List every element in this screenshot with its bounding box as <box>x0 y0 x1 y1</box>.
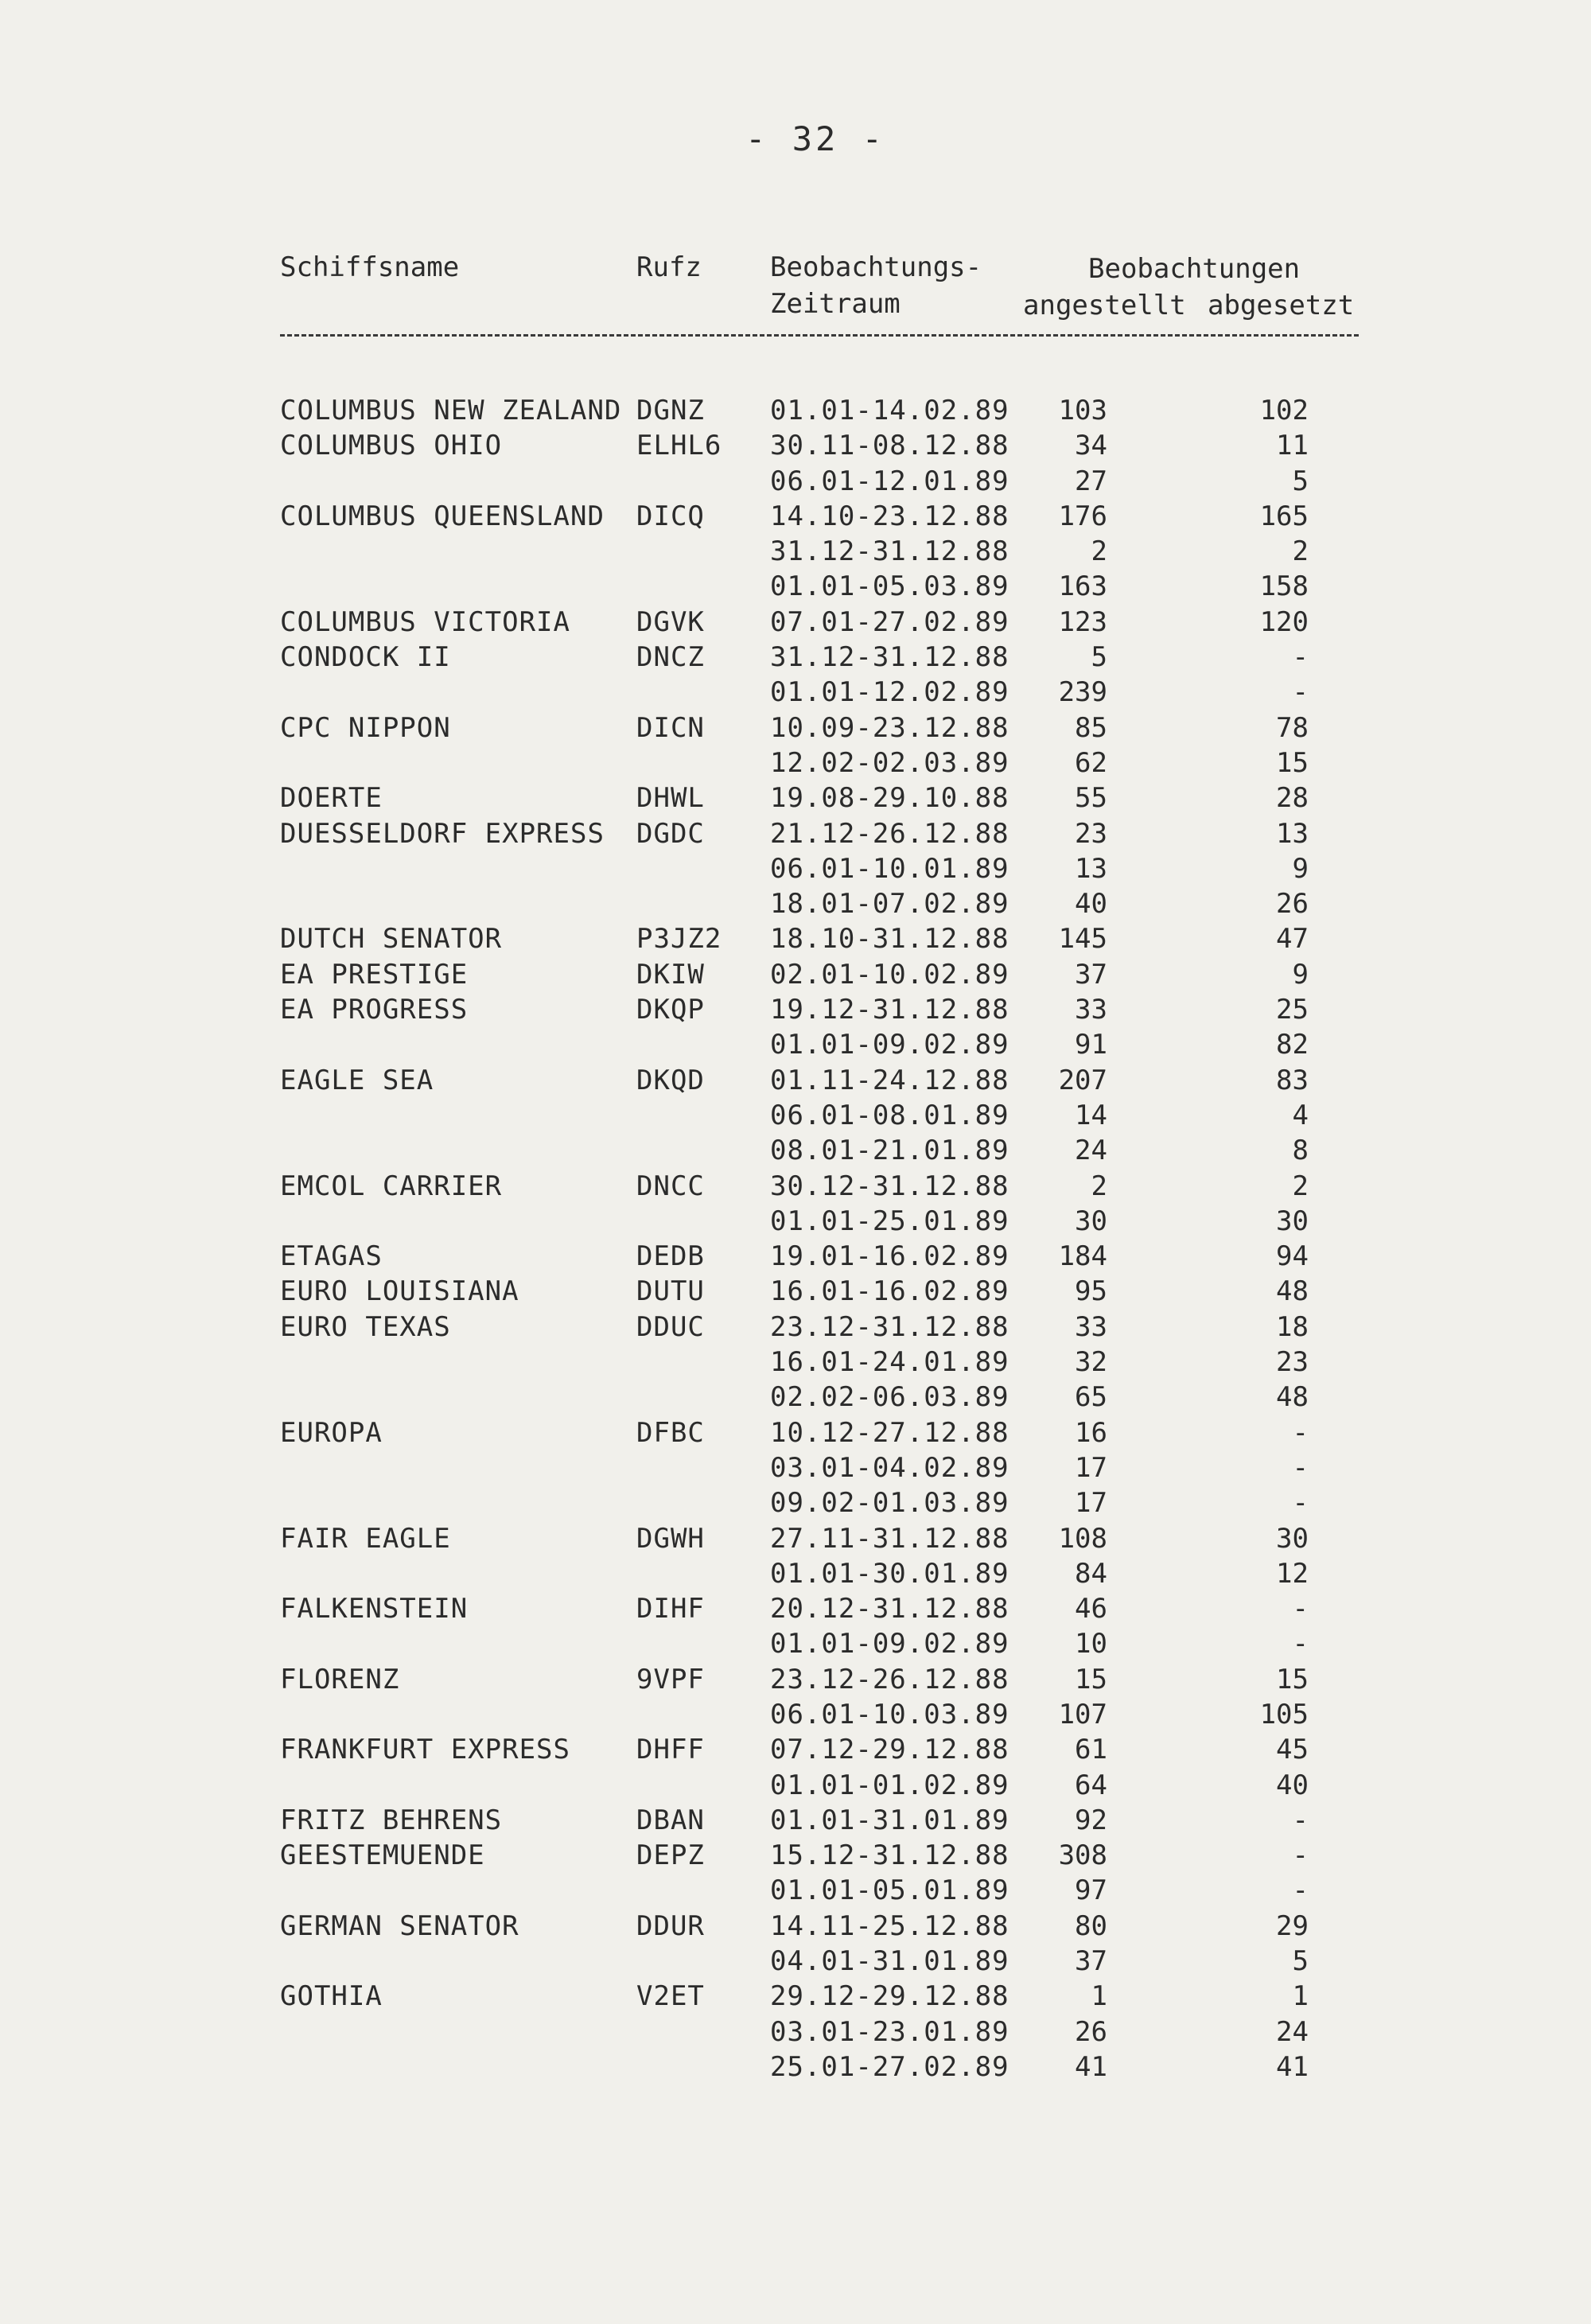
call-sign: V2ET <box>636 1980 705 2013</box>
observation-period: 02.01-10.02.89 <box>770 958 1009 991</box>
observation-period: 01.01-30.01.89 <box>770 1557 1009 1590</box>
observations-sent: 82 <box>1276 1029 1309 1061</box>
observations-made: 55 <box>1075 782 1107 815</box>
observations-made: 17 <box>1075 1487 1107 1520</box>
observations-sent: 15 <box>1276 1663 1309 1695</box>
observations-sent: 25 <box>1276 994 1309 1026</box>
observations-made: 37 <box>1075 1945 1107 1978</box>
ship-name: GOTHIA <box>280 1980 383 2013</box>
table-row <box>0 675 1591 710</box>
ship-name: EURO TEXAS <box>280 1310 451 1343</box>
table-row <box>0 1697 1591 1732</box>
observations-sent: - <box>1292 1487 1309 1520</box>
page-number: - 32 - <box>745 119 885 158</box>
observations-made: 308 <box>1058 1839 1107 1872</box>
call-sign: DGWH <box>636 1522 705 1555</box>
table-row <box>0 1803 1591 1838</box>
ship-name: COLUMBUS NEW ZEALAND <box>280 395 622 426</box>
observation-period: 07.01-27.02.89 <box>770 605 1009 638</box>
observations-made: 13 <box>1075 852 1107 885</box>
header-period-line2: Zeitraum <box>770 288 901 320</box>
observation-period: 21.12-26.12.88 <box>770 817 1009 850</box>
table-row <box>0 1415 1591 1450</box>
observations-sent: - <box>1292 1804 1309 1836</box>
observation-period: 01.01-12.02.89 <box>770 676 1009 709</box>
observations-sent: 102 <box>1259 395 1309 426</box>
observations-sent: 18 <box>1276 1310 1309 1343</box>
observations-sent: 29 <box>1276 1909 1309 1942</box>
table-row <box>0 1979 1591 2014</box>
observation-period: 20.12-31.12.88 <box>770 1593 1009 1625</box>
observations-sent: 9 <box>1292 958 1309 991</box>
table-row <box>0 1909 1591 1944</box>
observation-period: 29.12-29.12.88 <box>770 1980 1009 2013</box>
ship-name: CPC NIPPON <box>280 711 451 744</box>
ship-name: DUTCH SENATOR <box>280 923 503 956</box>
observations-sent: 8 <box>1292 1135 1309 1167</box>
call-sign: 9VPF <box>636 1663 705 1695</box>
observations-made: 65 <box>1075 1381 1107 1414</box>
observations-sent: - <box>1292 641 1309 674</box>
table-row <box>0 1063 1591 1098</box>
table-row <box>0 1768 1591 1803</box>
observation-period: 25.01-27.02.89 <box>770 2050 1009 2083</box>
observations-made: 207 <box>1058 1064 1107 1096</box>
call-sign: DGNZ <box>636 395 705 426</box>
observations-sent: 24 <box>1276 2015 1309 2048</box>
observations-made: 1 <box>1091 1980 1107 2013</box>
observation-period: 01.01-09.02.89 <box>770 1029 1009 1061</box>
table-row <box>0 921 1591 956</box>
observations-sent: 2 <box>1292 1170 1309 1202</box>
table-row <box>0 2050 1591 2085</box>
table-row <box>0 393 1591 428</box>
ship-name: DOERTE <box>280 782 383 815</box>
observations-made: 145 <box>1058 923 1107 956</box>
observation-period: 10.09-23.12.88 <box>770 711 1009 744</box>
table-row <box>0 1169 1591 1204</box>
observation-period: 01.01-31.01.89 <box>770 1804 1009 1836</box>
observations-sent: 48 <box>1276 1275 1309 1308</box>
observations-made: 16 <box>1075 1416 1107 1449</box>
observation-period: 06.01-12.01.89 <box>770 465 1009 497</box>
observations-made: 80 <box>1075 1909 1107 1942</box>
observations-made: 17 <box>1075 1451 1107 1484</box>
observations-sent: 15 <box>1276 746 1309 779</box>
table-row <box>0 710 1591 745</box>
observations-made: 176 <box>1058 500 1107 532</box>
table-row <box>0 781 1591 816</box>
observations-sent: 94 <box>1276 1240 1309 1273</box>
observations-sent: - <box>1292 1593 1309 1625</box>
table-row <box>0 1944 1591 1979</box>
observations-sent: - <box>1292 1451 1309 1484</box>
header-obs-sent: abgesetzt <box>1208 290 1355 321</box>
call-sign: DNCZ <box>636 641 705 674</box>
call-sign: DEDB <box>636 1240 705 1273</box>
call-sign: DEPZ <box>636 1839 705 1872</box>
observations-sent: 30 <box>1276 1205 1309 1237</box>
observations-sent: 30 <box>1276 1522 1309 1555</box>
observations-made: 26 <box>1075 2015 1107 2048</box>
observations-sent: 28 <box>1276 782 1309 815</box>
observations-made: 2 <box>1091 535 1107 568</box>
table-row <box>0 1310 1591 1345</box>
observations-sent: 158 <box>1259 570 1309 603</box>
observations-sent: 1 <box>1292 1980 1309 2013</box>
observation-period: 18.01-07.02.89 <box>770 888 1009 921</box>
observation-period: 08.01-21.01.89 <box>770 1135 1009 1167</box>
ship-name: EA PRESTIGE <box>280 958 469 991</box>
table-row <box>0 1732 1591 1767</box>
call-sign: DICQ <box>636 500 705 532</box>
call-sign: DDUC <box>636 1310 705 1343</box>
observation-period: 02.02-06.03.89 <box>770 1381 1009 1414</box>
observation-period: 30.11-08.12.88 <box>770 430 1009 462</box>
ship-name: GERMAN SENATOR <box>280 1909 519 1942</box>
header-divider <box>280 334 1359 337</box>
header-ship-name: Schiffsname <box>280 251 460 283</box>
ship-name: EAGLE SEA <box>280 1064 434 1096</box>
observation-period: 01.11-24.12.88 <box>770 1064 1009 1096</box>
ship-name: COLUMBUS OHIO <box>280 430 503 462</box>
table-row <box>0 1838 1591 1873</box>
header-period-line1: Beobachtungs- <box>770 251 982 283</box>
observations-made: 163 <box>1058 570 1107 603</box>
call-sign: DIHF <box>636 1593 705 1625</box>
observation-period: 30.12-31.12.88 <box>770 1170 1009 1202</box>
observations-sent: 47 <box>1276 923 1309 956</box>
observations-made: 97 <box>1075 1874 1107 1907</box>
observation-period: 06.01-08.01.89 <box>770 1099 1009 1131</box>
table-row <box>0 1204 1591 1239</box>
observations-sent: 120 <box>1259 605 1309 638</box>
observations-made: 24 <box>1075 1135 1107 1167</box>
observation-period: 03.01-04.02.89 <box>770 1451 1009 1484</box>
ship-name: EMCOL CARRIER <box>280 1170 503 1202</box>
observations-made: 103 <box>1058 395 1107 426</box>
ship-name: EUROPA <box>280 1416 383 1449</box>
observation-period: 01.01-01.02.89 <box>770 1769 1009 1801</box>
observation-period: 23.12-26.12.88 <box>770 1663 1009 1695</box>
table-row <box>0 957 1591 992</box>
observation-period: 31.12-31.12.88 <box>770 535 1009 568</box>
call-sign: DGDC <box>636 817 705 850</box>
table-row <box>0 816 1591 851</box>
observations-made: 107 <box>1058 1698 1107 1730</box>
table-row <box>0 1485 1591 1520</box>
observations-made: 10 <box>1075 1628 1107 1660</box>
observations-sent: 78 <box>1276 711 1309 744</box>
ship-name: CONDOCK II <box>280 641 451 674</box>
table-row <box>0 1521 1591 1556</box>
observations-made: 34 <box>1075 430 1107 462</box>
call-sign: DICN <box>636 711 705 744</box>
header-call-sign: Rufz <box>636 251 702 283</box>
table-row <box>0 1239 1591 1274</box>
observations-made: 37 <box>1075 958 1107 991</box>
observation-period: 23.12-31.12.88 <box>770 1310 1009 1343</box>
ship-name: FRANKFURT EXPRESS <box>280 1734 570 1766</box>
table-row <box>0 428 1591 463</box>
observations-sent: - <box>1292 1416 1309 1449</box>
observations-sent: 4 <box>1292 1099 1309 1131</box>
table-row <box>0 1626 1591 1661</box>
observations-sent: 40 <box>1276 1769 1309 1801</box>
observations-made: 123 <box>1058 605 1107 638</box>
call-sign: DKIW <box>636 958 705 991</box>
observation-period: 19.12-31.12.88 <box>770 994 1009 1026</box>
table-row <box>0 851 1591 886</box>
table-row <box>0 1556 1591 1591</box>
call-sign: DNCC <box>636 1170 705 1202</box>
ship-name: FALKENSTEIN <box>280 1593 469 1625</box>
table-row <box>0 605 1591 640</box>
header-obs-made: angestellt <box>1023 290 1186 321</box>
observation-period: 01.01-09.02.89 <box>770 1628 1009 1660</box>
observations-sent: - <box>1292 1628 1309 1660</box>
table-row <box>0 1380 1591 1415</box>
observations-made: 33 <box>1075 994 1107 1026</box>
table-row <box>0 1345 1591 1380</box>
observations-sent: 48 <box>1276 1381 1309 1414</box>
observation-period: 15.12-31.12.88 <box>770 1839 1009 1872</box>
observation-period: 09.02-01.03.89 <box>770 1487 1009 1520</box>
observations-made: 92 <box>1075 1804 1107 1836</box>
call-sign: DKQP <box>636 994 705 1026</box>
observation-period: 01.01-14.02.89 <box>770 395 1009 426</box>
ship-name: EURO LOUISIANA <box>280 1275 519 1308</box>
observation-period: 27.11-31.12.88 <box>770 1522 1009 1555</box>
call-sign: DDUR <box>636 1909 705 1942</box>
table-row <box>0 886 1591 921</box>
observations-made: 239 <box>1058 676 1107 709</box>
observations-sent: 26 <box>1276 888 1309 921</box>
call-sign: DGVK <box>636 605 705 638</box>
observations-sent: 5 <box>1292 465 1309 497</box>
call-sign: DHWL <box>636 782 705 815</box>
observations-made: 62 <box>1075 746 1107 779</box>
observations-sent: 12 <box>1276 1557 1309 1590</box>
observation-period: 01.01-05.03.89 <box>770 570 1009 603</box>
observation-period: 14.10-23.12.88 <box>770 500 1009 532</box>
call-sign: DKQD <box>636 1064 705 1096</box>
call-sign: ELHL6 <box>636 430 722 462</box>
observation-period: 06.01-10.03.89 <box>770 1698 1009 1730</box>
observation-period: 04.01-31.01.89 <box>770 1945 1009 1978</box>
observation-period: 03.01-23.01.89 <box>770 2015 1009 2048</box>
observations-sent: 45 <box>1276 1734 1309 1766</box>
observations-made: 40 <box>1075 888 1107 921</box>
observations-made: 23 <box>1075 817 1107 850</box>
observations-sent: - <box>1292 1874 1309 1907</box>
observations-made: 85 <box>1075 711 1107 744</box>
ship-table <box>0 393 1591 2085</box>
observations-made: 27 <box>1075 465 1107 497</box>
table-row <box>0 464 1591 499</box>
ship-name: GEESTEMUENDE <box>280 1839 485 1872</box>
observation-period: 19.01-16.02.89 <box>770 1240 1009 1273</box>
observations-made: 2 <box>1091 1170 1107 1202</box>
observation-period: 12.02-02.03.89 <box>770 746 1009 779</box>
observations-made: 14 <box>1075 1099 1107 1131</box>
call-sign: DBAN <box>636 1804 705 1836</box>
observations-sent: 2 <box>1292 535 1309 568</box>
observations-made: 5 <box>1091 641 1107 674</box>
observations-made: 64 <box>1075 1769 1107 1801</box>
observations-sent: 105 <box>1259 1698 1309 1730</box>
table-row <box>0 569 1591 604</box>
table-row <box>0 1027 1591 1062</box>
observation-period: 16.01-16.02.89 <box>770 1275 1009 1308</box>
observations-sent: - <box>1292 676 1309 709</box>
table-row <box>0 499 1591 534</box>
observations-sent: 5 <box>1292 1945 1309 1978</box>
observation-period: 18.10-31.12.88 <box>770 923 1009 956</box>
observations-made: 30 <box>1075 1205 1107 1237</box>
ship-name: DUESSELDORF EXPRESS <box>280 817 605 850</box>
observations-made: 15 <box>1075 1663 1107 1695</box>
table-row <box>0 1450 1591 1485</box>
observation-period: 19.08-29.10.88 <box>770 782 1009 815</box>
observation-period: 14.11-25.12.88 <box>770 1909 1009 1942</box>
table-row <box>0 2015 1591 2050</box>
observations-sent: - <box>1292 1839 1309 1872</box>
observation-period: 10.12-27.12.88 <box>770 1416 1009 1449</box>
observations-sent: 13 <box>1276 817 1309 850</box>
observation-period: 01.01-05.01.89 <box>770 1874 1009 1907</box>
table-row <box>0 1274 1591 1309</box>
observation-period: 31.12-31.12.88 <box>770 641 1009 674</box>
observations-made: 91 <box>1075 1029 1107 1061</box>
call-sign: DHFF <box>636 1734 705 1766</box>
observations-made: 41 <box>1075 2050 1107 2083</box>
observation-period: 07.12-29.12.88 <box>770 1734 1009 1766</box>
observations-made: 108 <box>1058 1522 1107 1555</box>
ship-name: FLORENZ <box>280 1663 400 1695</box>
header-observations: Beobachtungen <box>1088 253 1301 285</box>
observations-made: 84 <box>1075 1557 1107 1590</box>
observations-made: 61 <box>1075 1734 1107 1766</box>
table-row <box>0 1873 1591 1908</box>
observation-period: 06.01-10.01.89 <box>770 852 1009 885</box>
table-row <box>0 992 1591 1027</box>
observations-made: 32 <box>1075 1346 1107 1379</box>
observations-sent: 23 <box>1276 1346 1309 1379</box>
observations-made: 33 <box>1075 1310 1107 1343</box>
table-row <box>0 1098 1591 1133</box>
observation-period: 01.01-25.01.89 <box>770 1205 1009 1237</box>
table-row <box>0 1591 1591 1626</box>
table-row <box>0 1133 1591 1168</box>
observations-sent: 9 <box>1292 852 1309 885</box>
call-sign: P3JZ2 <box>636 923 722 956</box>
observations-made: 184 <box>1058 1240 1107 1273</box>
observations-sent: 165 <box>1259 500 1309 532</box>
ship-name: FRITZ BEHRENS <box>280 1804 503 1836</box>
call-sign: DUTU <box>636 1275 705 1308</box>
observations-made: 95 <box>1075 1275 1107 1308</box>
observations-made: 46 <box>1075 1593 1107 1625</box>
ship-name: EA PROGRESS <box>280 994 469 1026</box>
table-row <box>0 640 1591 675</box>
ship-name: COLUMBUS QUEENSLAND <box>280 500 605 532</box>
ship-name: FAIR EAGLE <box>280 1522 451 1555</box>
table-row <box>0 745 1591 781</box>
ship-name: ETAGAS <box>280 1240 383 1273</box>
call-sign: DFBC <box>636 1416 705 1449</box>
observations-sent: 83 <box>1276 1064 1309 1096</box>
observations-sent: 11 <box>1276 430 1309 462</box>
observation-period: 16.01-24.01.89 <box>770 1346 1009 1379</box>
ship-name: COLUMBUS VICTORIA <box>280 605 570 638</box>
observations-sent: 41 <box>1276 2050 1309 2083</box>
table-row <box>0 534 1591 569</box>
table-row <box>0 1662 1591 1697</box>
